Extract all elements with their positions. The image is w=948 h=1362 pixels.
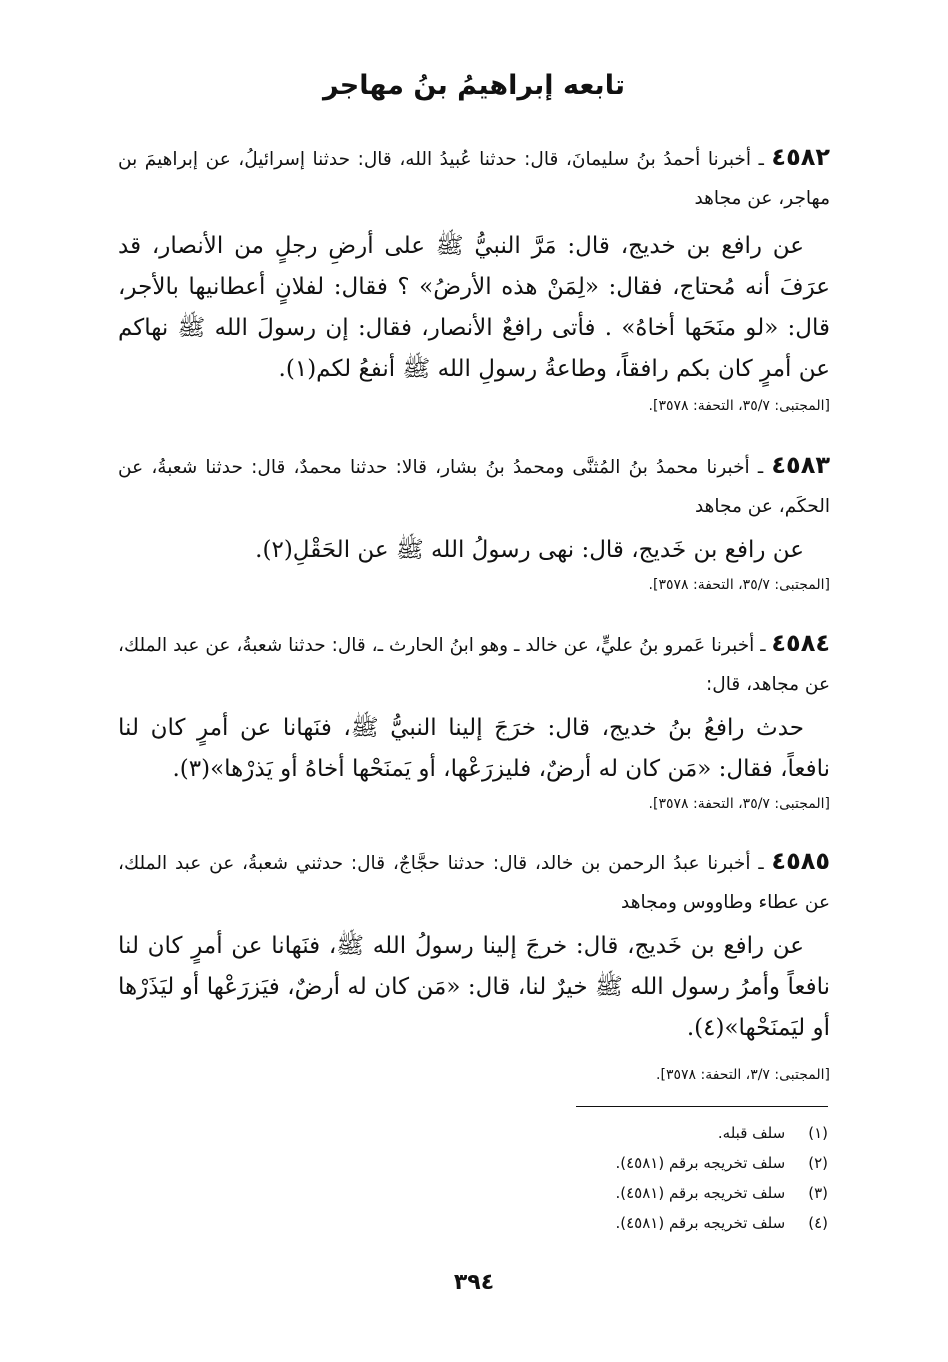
hadith-isnad xyxy=(118,138,830,218)
hadith-reference: [المجتبى: ٣٥/٧، التحفة: ٣٥٧٨]. xyxy=(648,796,830,812)
hadith-reference: [المجتبى: ٣٥/٧، التحفة: ٣٥٧٨]. xyxy=(648,577,830,593)
dash-separator: ـ xyxy=(760,635,766,656)
footnotes xyxy=(428,1118,828,1238)
hadith-4583 xyxy=(118,446,830,597)
hadith-4585 xyxy=(118,842,830,1087)
isnad-text: أخبرنا عبدُ الرحمن بن خالد، قال: حدثنا حجَّاجٌ، قال: حدثني شعبةُ، عن عبد الملك، عن عطاء وطاووس ومجاهد xyxy=(118,853,830,913)
hadith-matn: حدث رافعُ بنُ خديج، قال: خرَجَ إلينا النبيُّ ﷺ، فنَهانا عن أمرٍ كان لنا نافعاً، فقال: «مَن كان له أرضٌ، فليزرَعْها، أو يَمنَحْها أخاهُ أو يَذرْها»(٣). xyxy=(118,715,830,782)
hadith-matn: عن رافع بن خَديج، قال: نهى رسولُ الله ﷺ عن الحَقْلِ(٢). xyxy=(255,537,804,563)
dash-separator: ـ xyxy=(757,457,764,478)
hadith-reference: [المجتبى: ٣/٧، التحفة: ٣٥٧٨]. xyxy=(656,1067,830,1083)
dash-separator: ـ xyxy=(758,853,764,874)
footnote-text: سلف تخريجه برقم (٤٥٨١). xyxy=(615,1154,786,1172)
isnad-text: أخبرنا أحمدُ بنُ سليمانَ، قال: حدثنا عُبيدُ الله، قال: حدثنا إسرائيلُ، عن إبراهيمَ بن مهاجر، عن مجاهد xyxy=(118,149,830,209)
footnote-text: سلف قبله. xyxy=(717,1124,786,1142)
hadith-reference: [المجتبى: ٣٥/٧، التحفة: ٣٥٧٨]. xyxy=(648,398,830,414)
footnote-number: (٤) xyxy=(808,1214,828,1232)
footnote-text: سلف تخريجه برقم (٤٥٨١). xyxy=(615,1184,786,1202)
footnote-item xyxy=(428,1208,828,1238)
hadith-isnad xyxy=(118,624,830,704)
footnote-number: (٢) xyxy=(808,1154,828,1172)
hadith-4584 xyxy=(118,624,830,816)
hadith-number: ٤٥٨٣ xyxy=(771,451,830,479)
hadith-matn: عن رافع بن خديج، قال: مَرَّ النبيُّ ﷺ على أرضِ رجلٍ من الأنصار، قد عرَفَ أنه مُحتاج، فقال: «لِمَنْ هذه الأرضُ» ؟ فقال: لفلانٍ أعطانيها بالأجر، قال: «لو منَحَها أخاهُ» . فأتى رافعٌ الأنصار، فقال: إن رسولَ الله ﷺ نهاكم عن أمرٍ كان بكم رافقاً، وطاعةُ رسولِ الله ﷺ أنفعُ لكم(١). xyxy=(118,233,830,382)
footnote-number: (٣) xyxy=(808,1184,828,1202)
hadith-number: ٤٥٨٤ xyxy=(771,629,830,657)
hadith-4582 xyxy=(118,138,830,418)
footnote-number: (١) xyxy=(808,1124,828,1142)
isnad-text: أخبرنا محمدُ بنُ المُثنَّى ومحمدُ بنُ بشار، قالا: حدثنا محمدٌ، قال: حدثنا شعبةُ، عن الحكَم، عن مجاهد xyxy=(118,457,830,517)
isnad-text: أخبرنا عَمرو بنُ عليٍّ، عن خالد ـ وهو ابنُ الحارث ـ، قال: حدثنا شعبةُ، عن عبد الملك، عن مجاهد، قال: xyxy=(118,635,830,695)
hadith-isnad xyxy=(118,842,830,922)
footnote-item xyxy=(428,1148,828,1178)
hadith-isnad xyxy=(118,446,830,526)
footnote-item xyxy=(428,1118,828,1148)
page-number: ٣٩٤ xyxy=(453,1270,495,1295)
hadith-matn: عن رافع بن خَديج، قال: خرجَ إلينا رسولُ الله ﷺ، فنَهانا عن أمرٍ كان لنا نافعاً وأمرُ رسول الله ﷺ خيرٌ لنا، قال: «مَن كان له أرضٌ، فيَزرَعْها أو ليَذَرْها أو ليَمنَحْها»(٤). xyxy=(118,933,830,1041)
footnote-divider xyxy=(576,1106,828,1107)
hadith-number: ٤٥٨٢ xyxy=(771,143,831,171)
footnote-text: سلف تخريجه برقم (٤٥٨١). xyxy=(615,1214,786,1232)
running-header: تابعه إبراهيمُ بنُ مهاجر xyxy=(323,70,625,101)
dash-separator: ـ xyxy=(758,149,764,170)
footnote-item xyxy=(428,1178,828,1208)
hadith-number: ٤٥٨٥ xyxy=(771,847,831,875)
